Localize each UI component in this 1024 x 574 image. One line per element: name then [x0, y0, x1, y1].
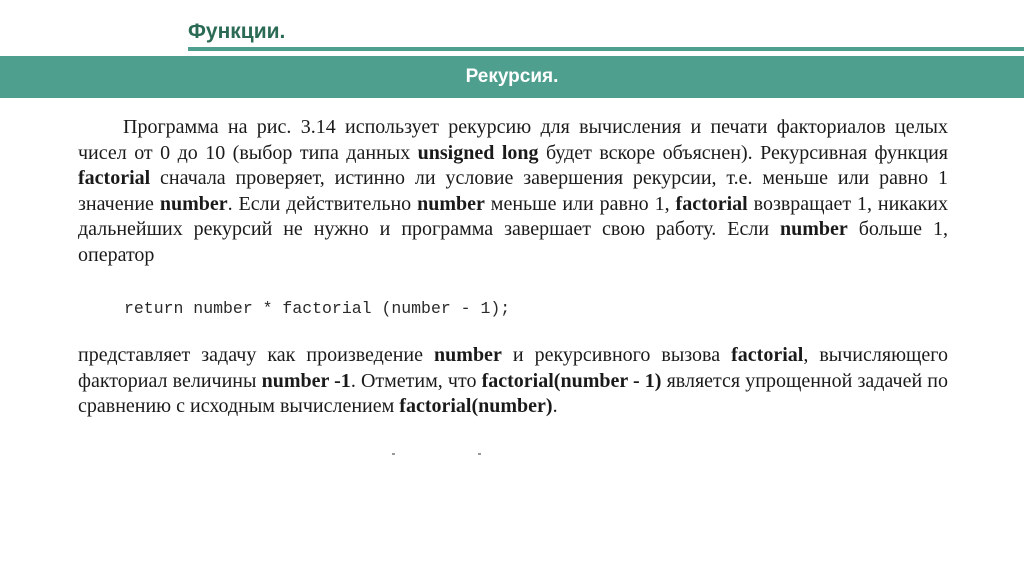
- bold-term: factorial(number): [399, 395, 553, 417]
- scan-speck: [478, 453, 481, 455]
- paragraph-intro: [78, 115, 948, 268]
- bold-term: factorial(number - 1): [481, 369, 662, 392]
- slide-title: Функции.: [188, 20, 286, 43]
- text-run: будет вскоре объяснен). Рекурсивная функция: [538, 141, 948, 164]
- bold-term: unsigned long: [417, 141, 539, 164]
- bold-term: factorial: [731, 344, 804, 366]
- text-run: . Если действительно: [227, 192, 418, 215]
- text-run: сначала проверяет, истинно ли условие завершения рекурсии, т.е. меньше или равно 1 значение: [78, 167, 948, 215]
- text-run: больше 1, оператор: [78, 218, 948, 266]
- code-line: return number * factorial (number - 1);: [124, 299, 511, 318]
- text-run: . Отметим, что: [350, 369, 482, 392]
- section-title: Рекурсия.: [465, 66, 559, 87]
- text-run: представляет задачу как произведение: [78, 344, 435, 366]
- header-rule: [188, 47, 1024, 51]
- bold-term: factorial: [78, 167, 151, 189]
- text-run: .: [552, 395, 558, 417]
- bold-term: number: [159, 192, 228, 215]
- bold-term: number: [417, 192, 485, 215]
- bold-term: number: [434, 344, 502, 366]
- scan-speck: [392, 453, 395, 455]
- paragraph-explanation: [78, 343, 948, 420]
- text-run: , вычисляющего факториал величины: [78, 344, 948, 392]
- bold-term: number: [780, 218, 848, 240]
- bold-term: factorial: [675, 192, 748, 215]
- text-run: возвращает 1, никаких дальнейших рекурсий не нужно и программа завершает свою работу. Если: [78, 192, 949, 240]
- text-run: Программа на рис. 3.14 использует рекурсию для вычисления и печати факториалов целых чисел от 0 до 10 (выбор типа данных: [78, 116, 948, 164]
- section-banner: [0, 56, 1024, 98]
- text-run: является упрощенной задачей по сравнению с исходным вычислением: [78, 369, 948, 417]
- text-run: и рекурсивного вызова: [501, 344, 732, 366]
- text-run: меньше или равно 1,: [484, 192, 676, 215]
- bold-term: number -1: [261, 369, 351, 392]
